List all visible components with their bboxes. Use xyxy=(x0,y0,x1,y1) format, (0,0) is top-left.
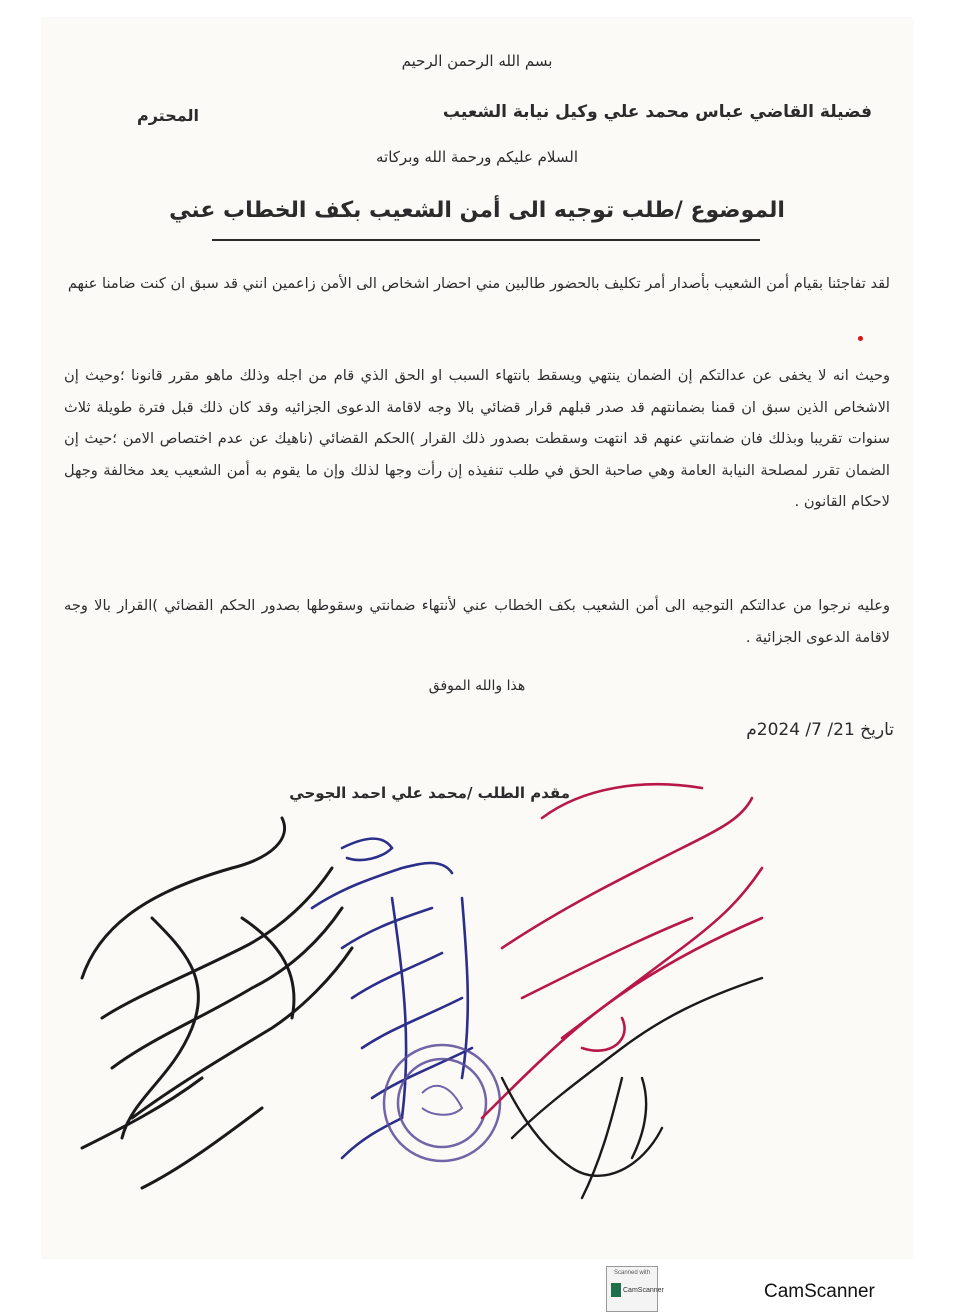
recipient-line: فضيلة القاضي عباس محمد علي وكيل نيابة الشعيب xyxy=(442,102,872,122)
closing-line: هذا والله الموفق xyxy=(428,678,526,694)
badge-caption: Scanned with xyxy=(613,1270,651,1276)
handwritten-signature-black xyxy=(502,978,762,1198)
badge-brand: CamScanner xyxy=(623,1287,664,1294)
body-paragraph-1: لقد تفاجئنا بقيام أمن الشعيب بأصدار أمر تكليف بالحضور طالبين مني احضار اشخاص الى الأمن زاعمين انني قد سبق ان كنت ضامنا عنهم xyxy=(67,275,890,292)
date-line: تاريخ 21/ 7/ 2024م xyxy=(746,720,894,740)
body-paragraph-3: وعليه نرجوا من عدالتكم التوجيه الى أمن الشعيب بكف الخطاب عني لأنتهاء ضمانتي وسقوطها بصدور الحكم القضائي )القرار بالا وجه لاقامة الدعوى الجزائية . xyxy=(64,597,890,646)
handwritten-annotations xyxy=(42,18,912,1258)
handwritten-note-black xyxy=(82,818,352,1188)
camscanner-watermark: CamScanner xyxy=(764,1281,875,1302)
greeting: السلام عليكم ورحمة الله وبركاته xyxy=(376,148,578,166)
applicant-line: مقدم الطلب /محمد علي احمد الجوحي xyxy=(289,784,570,802)
camscanner-logo-icon xyxy=(611,1283,621,1297)
body-paragraph-2: وحيث انه لا يخفى عن عدالتكم إن الضمان ينتهي ويسقط بانتهاء السبب او الحق الذي قام من اجله وذلك ماهو مقرر قانونا ؛وحيث إن الاشخاص الذين سبق ان قمنا بضمانتهم قد صدر قبلهم قرار قضائي بالا وجه لاقامة الدعوى الجزائيه وقد كان ذلك قبل فترة طويلة ثلاث سنوات تقريبا وبذلك فان ضمانتي عنهم قد انتهت وسقطت بصدور ذلك القرار )الحكم القضائي (ناهيك عن عدم اختصاص الامن ؛حيث إن الضمان تقرر لمصلحة النيابة العامة وهي صاحبة الحق في طلب تنفيذه إن رأت وجها لذلك وإن ما يقوم به أمن الشعيب يعد مخالفة وجهل لاحكام القانون . xyxy=(64,367,890,510)
scanner-badge xyxy=(606,1266,664,1312)
subject-line: الموضوع /طلب توجيه الى أمن الشعيب بكف الخطاب عني xyxy=(169,198,785,223)
basmala: بسم الله الرحمن الرحيم xyxy=(401,52,553,70)
honorific: المحترم xyxy=(137,106,199,125)
letter-page xyxy=(42,18,912,1258)
handwritten-note-blue xyxy=(312,839,472,1158)
handwritten-signature-red xyxy=(482,784,762,1118)
